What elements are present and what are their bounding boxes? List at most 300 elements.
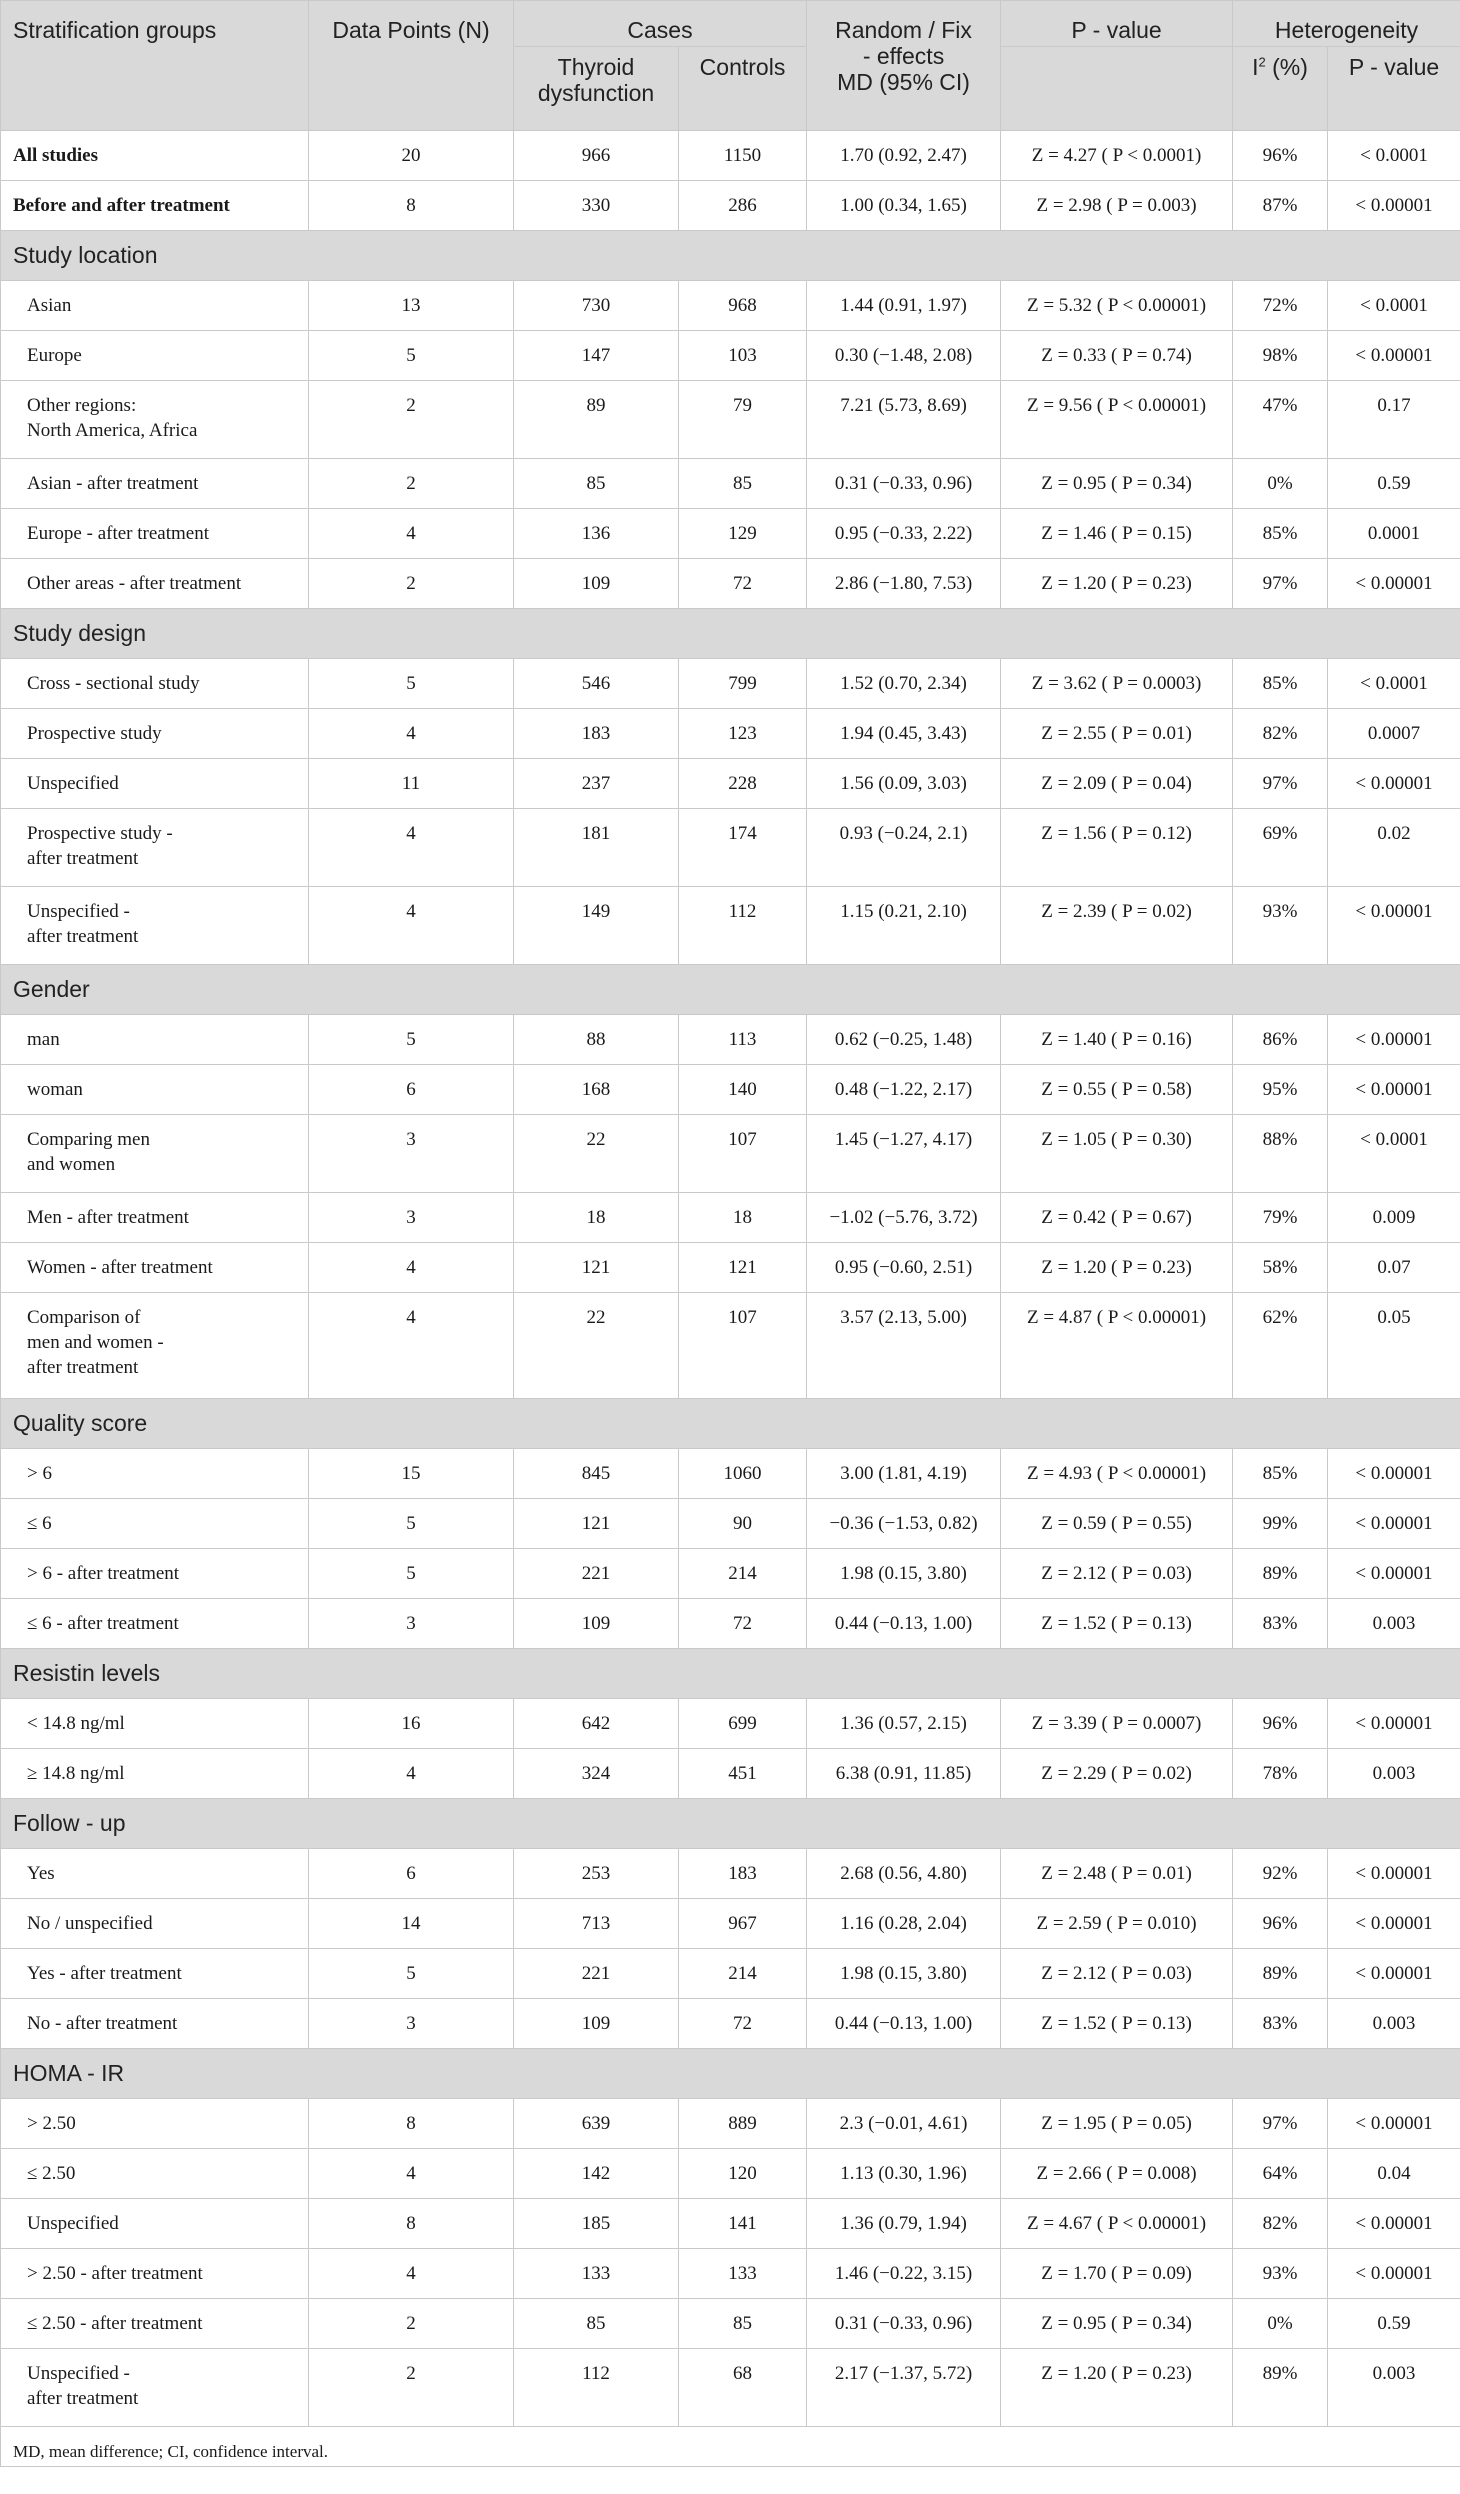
group-label-cell: [1, 759, 309, 809]
table-row: [1, 2149, 1460, 2199]
table-row: [1, 709, 1460, 759]
thyroid-cell: 642: [514, 1699, 679, 1749]
group-label-line: < 14.8 ng/ml: [27, 1713, 125, 1734]
table-row: [1, 2249, 1460, 2299]
group-label-line: > 2.50: [27, 2113, 76, 2134]
group-label-line: Unspecified -: [27, 2363, 130, 2384]
controls-cell: 174: [679, 809, 807, 887]
group-label-cell: [1, 709, 309, 759]
het-pvalue-cell: 0.0007: [1328, 709, 1460, 759]
group-label-cell: [1, 331, 309, 381]
group-label-line: Asian - after treatment: [27, 473, 199, 494]
group-label-line: > 6 - after treatment: [27, 1563, 180, 1584]
header-effects-line3: MD (95% CI): [837, 69, 970, 95]
group-label-line: Cross - sectional study: [27, 673, 200, 694]
het-pvalue-cell: 0.02: [1328, 809, 1460, 887]
data-points-cell: 4: [309, 1243, 514, 1293]
group-label-cell: [1, 1599, 309, 1649]
z-pvalue-cell: Z = 2.48 ( P = 0.01): [1001, 1849, 1233, 1899]
thyroid-cell: 546: [514, 659, 679, 709]
thyroid-cell: 330: [514, 181, 679, 231]
group-label-line: Yes: [27, 1863, 55, 1884]
z-pvalue-cell: Z = 1.20 ( P = 0.23): [1001, 559, 1233, 609]
z-pvalue-cell: Z = 5.32 ( P < 0.00001): [1001, 281, 1233, 331]
md-ci-cell: 1.94 (0.45, 3.43): [807, 709, 1001, 759]
md-ci-cell: 1.00 (0.34, 1.65): [807, 181, 1001, 231]
group-label-cell: [1, 559, 309, 609]
controls-cell: 72: [679, 559, 807, 609]
group-label-line: and women: [27, 1154, 116, 1175]
i2-cell: 89%: [1233, 1949, 1328, 1999]
het-pvalue-cell: < 0.00001: [1328, 1849, 1460, 1899]
data-points-cell: 16: [309, 1699, 514, 1749]
header-controls: Controls: [679, 47, 807, 131]
table-row: [1, 281, 1460, 331]
z-pvalue-cell: Z = 3.62 ( P = 0.0003): [1001, 659, 1233, 709]
thyroid-cell: 136: [514, 509, 679, 559]
md-ci-cell: 1.45 (−1.27, 4.17): [807, 1115, 1001, 1193]
md-ci-cell: 0.48 (−1.22, 2.17): [807, 1065, 1001, 1115]
header-effects-line2: - effects: [862, 43, 945, 69]
group-label-line: No - after treatment: [27, 2013, 178, 2034]
group-label-line: > 2.50 - after treatment: [27, 2263, 203, 2284]
thyroid-cell: 324: [514, 1749, 679, 1799]
z-pvalue-cell: Z = 0.95 ( P = 0.34): [1001, 459, 1233, 509]
table-row: [1, 1015, 1460, 1065]
group-label-cell: [1, 1849, 309, 1899]
controls-cell: 123: [679, 709, 807, 759]
i2-cell: 83%: [1233, 1999, 1328, 2049]
header-thyroid-line2: dysfunction: [537, 80, 655, 106]
controls-cell: 120: [679, 2149, 807, 2199]
table-row: [1, 1065, 1460, 1115]
md-ci-cell: 2.86 (−1.80, 7.53): [807, 559, 1001, 609]
group-label-cell: [1, 181, 309, 231]
group-label-line: > 6: [27, 1463, 52, 1484]
het-pvalue-cell: 0.003: [1328, 1999, 1460, 2049]
table-row: [1, 1293, 1460, 1399]
header-effects-line1: Random / Fix: [835, 17, 972, 43]
i2-cell: 82%: [1233, 709, 1328, 759]
het-pvalue-cell: 0.003: [1328, 1599, 1460, 1649]
het-pvalue-cell: < 0.00001: [1328, 1499, 1460, 1549]
controls-cell: 103: [679, 331, 807, 381]
group-label-line: Unspecified: [27, 773, 119, 794]
data-points-cell: 3: [309, 1599, 514, 1649]
i2-cell: 82%: [1233, 2199, 1328, 2249]
het-pvalue-cell: < 0.0001: [1328, 131, 1460, 181]
i2-cell: 99%: [1233, 1499, 1328, 1549]
table-row: [1, 1849, 1460, 1899]
data-points-cell: 2: [309, 2299, 514, 2349]
i2-cell: 88%: [1233, 1115, 1328, 1193]
het-pvalue-cell: < 0.00001: [1328, 1549, 1460, 1599]
thyroid-cell: 730: [514, 281, 679, 331]
controls-cell: 107: [679, 1293, 807, 1399]
section-title: Quality score: [1, 1399, 1460, 1449]
group-label-line: Asian: [27, 295, 72, 316]
z-pvalue-cell: Z = 2.98 ( P = 0.003): [1001, 181, 1233, 231]
z-pvalue-cell: Z = 1.70 ( P = 0.09): [1001, 2249, 1233, 2299]
controls-cell: 18: [679, 1193, 807, 1243]
het-pvalue-cell: 0.05: [1328, 1293, 1460, 1399]
group-label-line: Before and after treatment: [13, 195, 230, 216]
group-label-line: after treatment: [27, 848, 139, 869]
thyroid-cell: 639: [514, 2099, 679, 2149]
het-pvalue-cell: 0.07: [1328, 1243, 1460, 1293]
section-header-row: [1, 609, 1460, 659]
group-label-line: Unspecified: [27, 2213, 119, 2234]
table-row: [1, 1899, 1460, 1949]
md-ci-cell: 0.44 (−0.13, 1.00): [807, 1999, 1001, 2049]
data-points-cell: 5: [309, 1499, 514, 1549]
z-pvalue-cell: Z = 1.20 ( P = 0.23): [1001, 2349, 1233, 2427]
thyroid-cell: 181: [514, 809, 679, 887]
table-row: [1, 1749, 1460, 1799]
group-label-line: ≥ 14.8 ng/ml: [27, 1763, 125, 1784]
controls-cell: 72: [679, 1999, 807, 2049]
header-i2-suffix: (%): [1265, 54, 1308, 80]
table-row: [1, 2349, 1460, 2427]
thyroid-cell: 133: [514, 2249, 679, 2299]
group-label-line: Women - after treatment: [27, 1257, 213, 1278]
group-label-cell: [1, 1015, 309, 1065]
data-points-cell: 5: [309, 659, 514, 709]
data-points-cell: 2: [309, 381, 514, 459]
het-pvalue-cell: 0.59: [1328, 2299, 1460, 2349]
z-pvalue-cell: Z = 1.56 ( P = 0.12): [1001, 809, 1233, 887]
het-pvalue-cell: < 0.00001: [1328, 1949, 1460, 1999]
z-pvalue-cell: Z = 2.55 ( P = 0.01): [1001, 709, 1233, 759]
thyroid-cell: 966: [514, 131, 679, 181]
data-points-cell: 3: [309, 1115, 514, 1193]
md-ci-cell: 1.52 (0.70, 2.34): [807, 659, 1001, 709]
thyroid-cell: 237: [514, 759, 679, 809]
header-thyroid: [514, 47, 679, 131]
data-points-cell: 8: [309, 2199, 514, 2249]
controls-cell: 889: [679, 2099, 807, 2149]
group-label-line: after treatment: [27, 2388, 139, 2409]
data-points-cell: 4: [309, 2249, 514, 2299]
data-points-cell: 5: [309, 1949, 514, 1999]
thyroid-cell: 185: [514, 2199, 679, 2249]
group-label-line: Europe - after treatment: [27, 523, 209, 544]
data-points-cell: 2: [309, 2349, 514, 2427]
group-label-line: ≤ 6 - after treatment: [27, 1613, 179, 1634]
i2-cell: 97%: [1233, 559, 1328, 609]
thyroid-cell: 713: [514, 1899, 679, 1949]
z-pvalue-cell: Z = 1.52 ( P = 0.13): [1001, 1599, 1233, 1649]
thyroid-cell: 85: [514, 459, 679, 509]
i2-cell: 79%: [1233, 1193, 1328, 1243]
group-label-cell: [1, 509, 309, 559]
md-ci-cell: 1.36 (0.57, 2.15): [807, 1699, 1001, 1749]
thyroid-cell: 109: [514, 559, 679, 609]
z-pvalue-cell: Z = 1.40 ( P = 0.16): [1001, 1015, 1233, 1065]
section-title: Study location: [1, 231, 1460, 281]
header-cases: Cases: [514, 1, 807, 47]
group-label-cell: [1, 1899, 309, 1949]
data-points-cell: 14: [309, 1899, 514, 1949]
data-points-cell: 5: [309, 1549, 514, 1599]
group-label-cell: [1, 131, 309, 181]
group-label-cell: [1, 2199, 309, 2249]
het-pvalue-cell: < 0.00001: [1328, 2099, 1460, 2149]
data-points-cell: 4: [309, 887, 514, 965]
z-pvalue-cell: Z = 4.93 ( P < 0.00001): [1001, 1449, 1233, 1499]
i2-cell: 85%: [1233, 1449, 1328, 1499]
data-points-cell: 8: [309, 2099, 514, 2149]
het-pvalue-cell: 0.0001: [1328, 509, 1460, 559]
z-pvalue-cell: Z = 3.39 ( P = 0.0007): [1001, 1699, 1233, 1749]
controls-cell: 451: [679, 1749, 807, 1799]
header-effects: [807, 1, 1001, 131]
data-points-cell: 4: [309, 709, 514, 759]
table-row: [1, 2299, 1460, 2349]
het-pvalue-cell: < 0.00001: [1328, 887, 1460, 965]
group-label-line: Unspecified -: [27, 901, 130, 922]
i2-cell: 85%: [1233, 509, 1328, 559]
data-points-cell: 4: [309, 509, 514, 559]
section-title: Resistin levels: [1, 1649, 1460, 1699]
data-points-cell: 5: [309, 1015, 514, 1065]
data-points-cell: 2: [309, 559, 514, 609]
i2-cell: 62%: [1233, 1293, 1328, 1399]
section-title: Follow - up: [1, 1799, 1460, 1849]
group-label-line: Other regions:: [27, 395, 137, 416]
group-label-line: ≤ 2.50 - after treatment: [27, 2313, 203, 2334]
controls-cell: 129: [679, 509, 807, 559]
header-pvalue: P - value: [1001, 1, 1233, 47]
md-ci-cell: 2.68 (0.56, 4.80): [807, 1849, 1001, 1899]
md-ci-cell: 1.70 (0.92, 2.47): [807, 131, 1001, 181]
het-pvalue-cell: 0.04: [1328, 2149, 1460, 2199]
md-ci-cell: 1.46 (−0.22, 3.15): [807, 2249, 1001, 2299]
group-label-line: Men - after treatment: [27, 1207, 189, 1228]
controls-cell: 214: [679, 1949, 807, 1999]
z-pvalue-cell: Z = 2.09 ( P = 0.04): [1001, 759, 1233, 809]
z-pvalue-cell: Z = 2.29 ( P = 0.02): [1001, 1749, 1233, 1799]
table-row: [1, 1243, 1460, 1293]
group-label-cell: [1, 459, 309, 509]
group-label-line: All studies: [13, 145, 98, 166]
i2-cell: 96%: [1233, 1699, 1328, 1749]
het-pvalue-cell: < 0.00001: [1328, 1449, 1460, 1499]
het-pvalue-cell: < 0.00001: [1328, 1899, 1460, 1949]
het-pvalue-cell: < 0.00001: [1328, 559, 1460, 609]
table-body: [1, 131, 1460, 2427]
footnote: MD, mean difference; CI, confidence interval.: [1, 2427, 1460, 2467]
het-pvalue-cell: < 0.00001: [1328, 1065, 1460, 1115]
md-ci-cell: 1.16 (0.28, 2.04): [807, 1899, 1001, 1949]
group-label-cell: [1, 1499, 309, 1549]
z-pvalue-cell: Z = 1.20 ( P = 0.23): [1001, 1243, 1233, 1293]
i2-cell: 92%: [1233, 1849, 1328, 1899]
group-label-cell: [1, 887, 309, 965]
group-label-line: Other areas - after treatment: [27, 573, 242, 594]
md-ci-cell: 0.44 (−0.13, 1.00): [807, 1599, 1001, 1649]
header-data-points: Data Points (N): [309, 1, 514, 131]
header-i2-base: I: [1252, 54, 1259, 80]
thyroid-cell: 85: [514, 2299, 679, 2349]
het-pvalue-cell: 0.003: [1328, 1749, 1460, 1799]
het-pvalue-cell: 0.59: [1328, 459, 1460, 509]
section-header-row: [1, 1799, 1460, 1849]
controls-cell: 699: [679, 1699, 807, 1749]
table-row: [1, 181, 1460, 231]
controls-cell: 214: [679, 1549, 807, 1599]
header-heterogeneity: Heterogeneity: [1233, 1, 1460, 47]
i2-cell: 87%: [1233, 181, 1328, 231]
header-stratification: Stratification groups: [1, 1, 309, 131]
group-label-cell: [1, 1999, 309, 2049]
het-pvalue-cell: < 0.00001: [1328, 759, 1460, 809]
thyroid-cell: 147: [514, 331, 679, 381]
i2-cell: 96%: [1233, 1899, 1328, 1949]
controls-cell: 85: [679, 2299, 807, 2349]
het-pvalue-cell: < 0.0001: [1328, 1115, 1460, 1193]
controls-cell: 107: [679, 1115, 807, 1193]
md-ci-cell: 1.15 (0.21, 2.10): [807, 887, 1001, 965]
i2-cell: 47%: [1233, 381, 1328, 459]
thyroid-cell: 88: [514, 1015, 679, 1065]
i2-cell: 89%: [1233, 1549, 1328, 1599]
table-header: [1, 1, 1460, 131]
table-row: [1, 2199, 1460, 2249]
i2-cell: 89%: [1233, 2349, 1328, 2427]
het-pvalue-cell: < 0.00001: [1328, 1015, 1460, 1065]
controls-cell: 113: [679, 1015, 807, 1065]
header-i2: [1233, 47, 1328, 131]
data-points-cell: 11: [309, 759, 514, 809]
data-points-cell: 20: [309, 131, 514, 181]
section-header-row: [1, 965, 1460, 1015]
table-row: [1, 1599, 1460, 1649]
i2-cell: 96%: [1233, 131, 1328, 181]
thyroid-cell: 149: [514, 887, 679, 965]
controls-cell: 85: [679, 459, 807, 509]
group-label-line: Prospective study -: [27, 823, 173, 844]
data-points-cell: 4: [309, 2149, 514, 2199]
md-ci-cell: 0.31 (−0.33, 0.96): [807, 459, 1001, 509]
thyroid-cell: 845: [514, 1449, 679, 1499]
z-pvalue-cell: Z = 2.12 ( P = 0.03): [1001, 1949, 1233, 1999]
z-pvalue-cell: Z = 0.95 ( P = 0.34): [1001, 2299, 1233, 2349]
group-label-cell: [1, 1749, 309, 1799]
group-label-cell: [1, 1115, 309, 1193]
table-row: [1, 2099, 1460, 2149]
md-ci-cell: 7.21 (5.73, 8.69): [807, 381, 1001, 459]
table-row: [1, 131, 1460, 181]
thyroid-cell: 253: [514, 1849, 679, 1899]
group-label-cell: [1, 809, 309, 887]
table-row: [1, 887, 1460, 965]
controls-cell: 968: [679, 281, 807, 331]
thyroid-cell: 183: [514, 709, 679, 759]
data-points-cell: 6: [309, 1849, 514, 1899]
section-header-row: [1, 1399, 1460, 1449]
i2-cell: 93%: [1233, 887, 1328, 965]
data-points-cell: 13: [309, 281, 514, 331]
group-label-line: Prospective study: [27, 723, 162, 744]
i2-cell: 97%: [1233, 2099, 1328, 2149]
i2-cell: 98%: [1233, 331, 1328, 381]
header-pvalue-blank: [1001, 47, 1233, 131]
data-points-cell: 3: [309, 1193, 514, 1243]
thyroid-cell: 18: [514, 1193, 679, 1243]
i2-cell: 83%: [1233, 1599, 1328, 1649]
het-pvalue-cell: < 0.00001: [1328, 1699, 1460, 1749]
group-label-cell: [1, 1449, 309, 1499]
table-row: [1, 559, 1460, 609]
controls-cell: 799: [679, 659, 807, 709]
header-het-pvalue: P - value: [1328, 47, 1460, 131]
md-ci-cell: 0.31 (−0.33, 0.96): [807, 2299, 1001, 2349]
table-row: [1, 659, 1460, 709]
het-pvalue-cell: < 0.00001: [1328, 181, 1460, 231]
het-pvalue-cell: < 0.00001: [1328, 2249, 1460, 2299]
group-label-line: No / unspecified: [27, 1913, 153, 1934]
z-pvalue-cell: Z = 0.33 ( P = 0.74): [1001, 331, 1233, 381]
table-row: [1, 331, 1460, 381]
data-points-cell: 6: [309, 1065, 514, 1115]
group-label-cell: [1, 1699, 309, 1749]
thyroid-cell: 142: [514, 2149, 679, 2199]
md-ci-cell: 1.98 (0.15, 3.80): [807, 1549, 1001, 1599]
table-row: [1, 1193, 1460, 1243]
header-i2-sup: 2: [1258, 54, 1266, 70]
i2-cell: 95%: [1233, 1065, 1328, 1115]
controls-cell: 72: [679, 1599, 807, 1649]
table-row: [1, 381, 1460, 459]
z-pvalue-cell: Z = 2.59 ( P = 0.010): [1001, 1899, 1233, 1949]
table-row: [1, 1949, 1460, 1999]
group-label-line: Europe: [27, 345, 82, 366]
het-pvalue-cell: < 0.00001: [1328, 331, 1460, 381]
group-label-line: woman: [27, 1079, 83, 1100]
md-ci-cell: 0.93 (−0.24, 2.1): [807, 809, 1001, 887]
group-label-cell: [1, 1243, 309, 1293]
z-pvalue-cell: Z = 9.56 ( P < 0.00001): [1001, 381, 1233, 459]
controls-cell: 133: [679, 2249, 807, 2299]
table-row: [1, 509, 1460, 559]
header-thyroid-line1: Thyroid: [557, 54, 635, 80]
md-ci-cell: 0.95 (−0.33, 2.22): [807, 509, 1001, 559]
z-pvalue-cell: Z = 4.27 ( P < 0.0001): [1001, 131, 1233, 181]
het-pvalue-cell: 0.17: [1328, 381, 1460, 459]
md-ci-cell: 1.36 (0.79, 1.94): [807, 2199, 1001, 2249]
group-label-cell: [1, 1949, 309, 1999]
i2-cell: 64%: [1233, 2149, 1328, 2199]
het-pvalue-cell: < 0.00001: [1328, 2199, 1460, 2249]
group-label-line: ≤ 6: [27, 1513, 52, 1534]
thyroid-cell: 168: [514, 1065, 679, 1115]
i2-cell: 72%: [1233, 281, 1328, 331]
md-ci-cell: 0.30 (−1.48, 2.08): [807, 331, 1001, 381]
table-row: [1, 809, 1460, 887]
md-ci-cell: 2.17 (−1.37, 5.72): [807, 2349, 1001, 2427]
controls-cell: 286: [679, 181, 807, 231]
data-points-cell: 4: [309, 1293, 514, 1399]
controls-cell: 967: [679, 1899, 807, 1949]
controls-cell: 112: [679, 887, 807, 965]
i2-cell: 97%: [1233, 759, 1328, 809]
controls-cell: 140: [679, 1065, 807, 1115]
het-pvalue-cell: < 0.0001: [1328, 659, 1460, 709]
z-pvalue-cell: Z = 1.52 ( P = 0.13): [1001, 1999, 1233, 2049]
thyroid-cell: 121: [514, 1499, 679, 1549]
table-row: [1, 1549, 1460, 1599]
